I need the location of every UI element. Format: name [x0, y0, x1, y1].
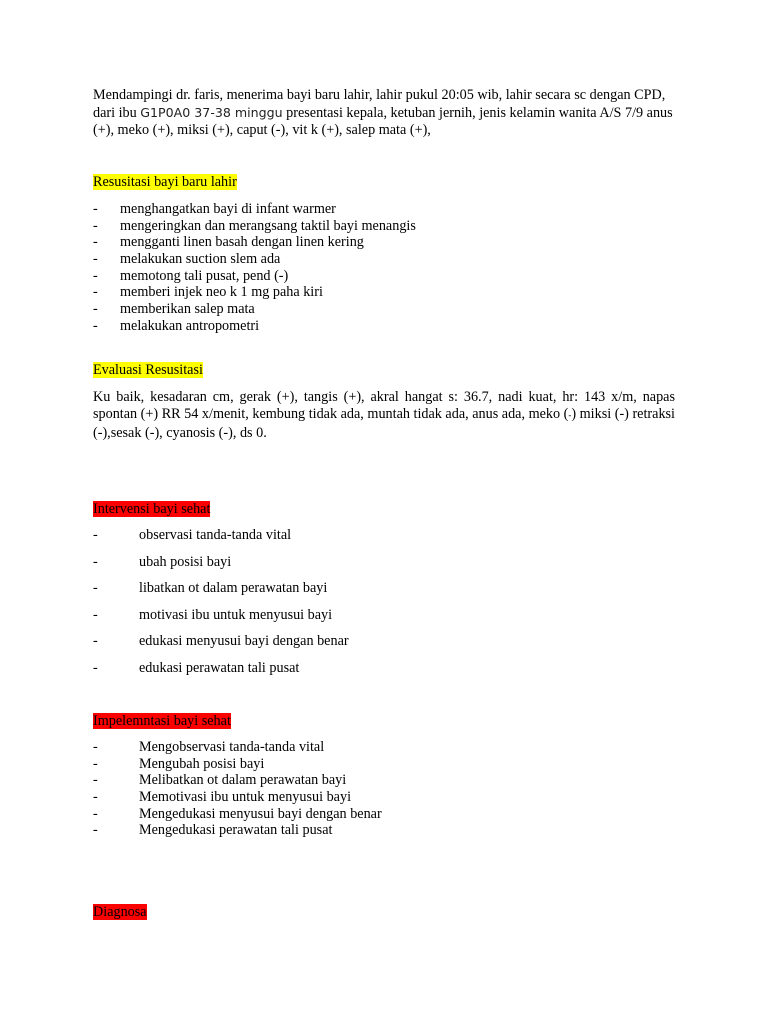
- evaluasi-heading: Evaluasi Resusitasi: [93, 362, 203, 378]
- intro-obstetric-code: G1P0A0 37-38 minggu: [140, 105, 283, 120]
- intro-text-b: presentasi kepala, ketuban jernih, jenis kelamin wanita A/S 7/9 anus (+), meko (+), miksi (+), caput (-), vit k (+), salep mata (+),: [93, 105, 673, 138]
- resusitasi-heading: Resusitasi bayi baru lahir: [93, 174, 237, 190]
- implementasi-heading: Impelemntasi bayi sehat: [93, 713, 231, 729]
- intro-paragraph: [93, 87, 675, 139]
- diagnosa-heading: Diagnosa: [93, 904, 147, 920]
- intro-text-a: Mendampingi dr. faris, menerima bayi baru lahir, lahir pukul 20:05 wib, lahir secara sc dengan CPD, dari ibu: [93, 87, 666, 121]
- document-page: Mendampingi dr. faris, menerima bayi baru lahir, lahir pukul 20:05 wib, lahir secara sc dengan CPD, dari ibu G1P0A0 37-38 minggu presentasi kepala, ketuban jernih, jenis kelamin wanita A/S 7/9 anus (+), meko (+), miksi (+), caput (-), vit k (+), salep mata (+), Resusitasi bayi baru lahir - menghangatkan bayi di infant warmer - mengeringkan dan merangsang taktil bayi menangis - mengganti linen basah dengan linen kering - melakukan suction slem ada - memotong tali pusat, pend (-) - memberi injek neo k 1 mg paha kiri - memberikan salep mata - melakukan antropometri Evaluasi Resusitasi Ku baik, kesadaran cm, gerak (+), tangis (+), akral hangat s: 36.7, nadi kuat, hr: 143 x/m, napas spontan (+) RR 54 x/menit, kembung tidak ada, muntah tidak ada, anus ada, meko (-) miksi (-) retraksi (-),sesak (-), cyanosis (-), ds 0. Intervensi bayi sehat - observasi tanda-tanda vital - ubah posisi bayi - libatkan ot dalam perawatan bayi - motivasi ibu untuk menyusui bayi - edukasi menyusui bayi dengan benar - edukasi perawatan tali pusat Impelemntasi bayi sehat - Mengobservasi tanda-tanda vital - Mengubah posisi bayi - Melibatkan ot dalam perawatan bayi - Memotivasi ibu untuk menyusui bayi - Mengedukasi menyusui bayi dengan benar - Mengedukasi perawatan tali pusat Diagnosa: [93, 87, 676, 920]
- evaluasi-paragraph: Ku baik, kesadaran cm, gerak (+), tangis (+), akral hangat s: 36.7, nadi kuat, hr: 143 x/m, napas spontan (+) RR 54 x/menit, kembung tidak ada, muntah tidak ada, anus ada, meko (-) miksi (-) retraksi (-),sesak (-), cyanosis (-), ds 0.: [93, 389, 676, 441]
- intervensi-heading: Intervensi bayi sehat: [93, 501, 211, 517]
